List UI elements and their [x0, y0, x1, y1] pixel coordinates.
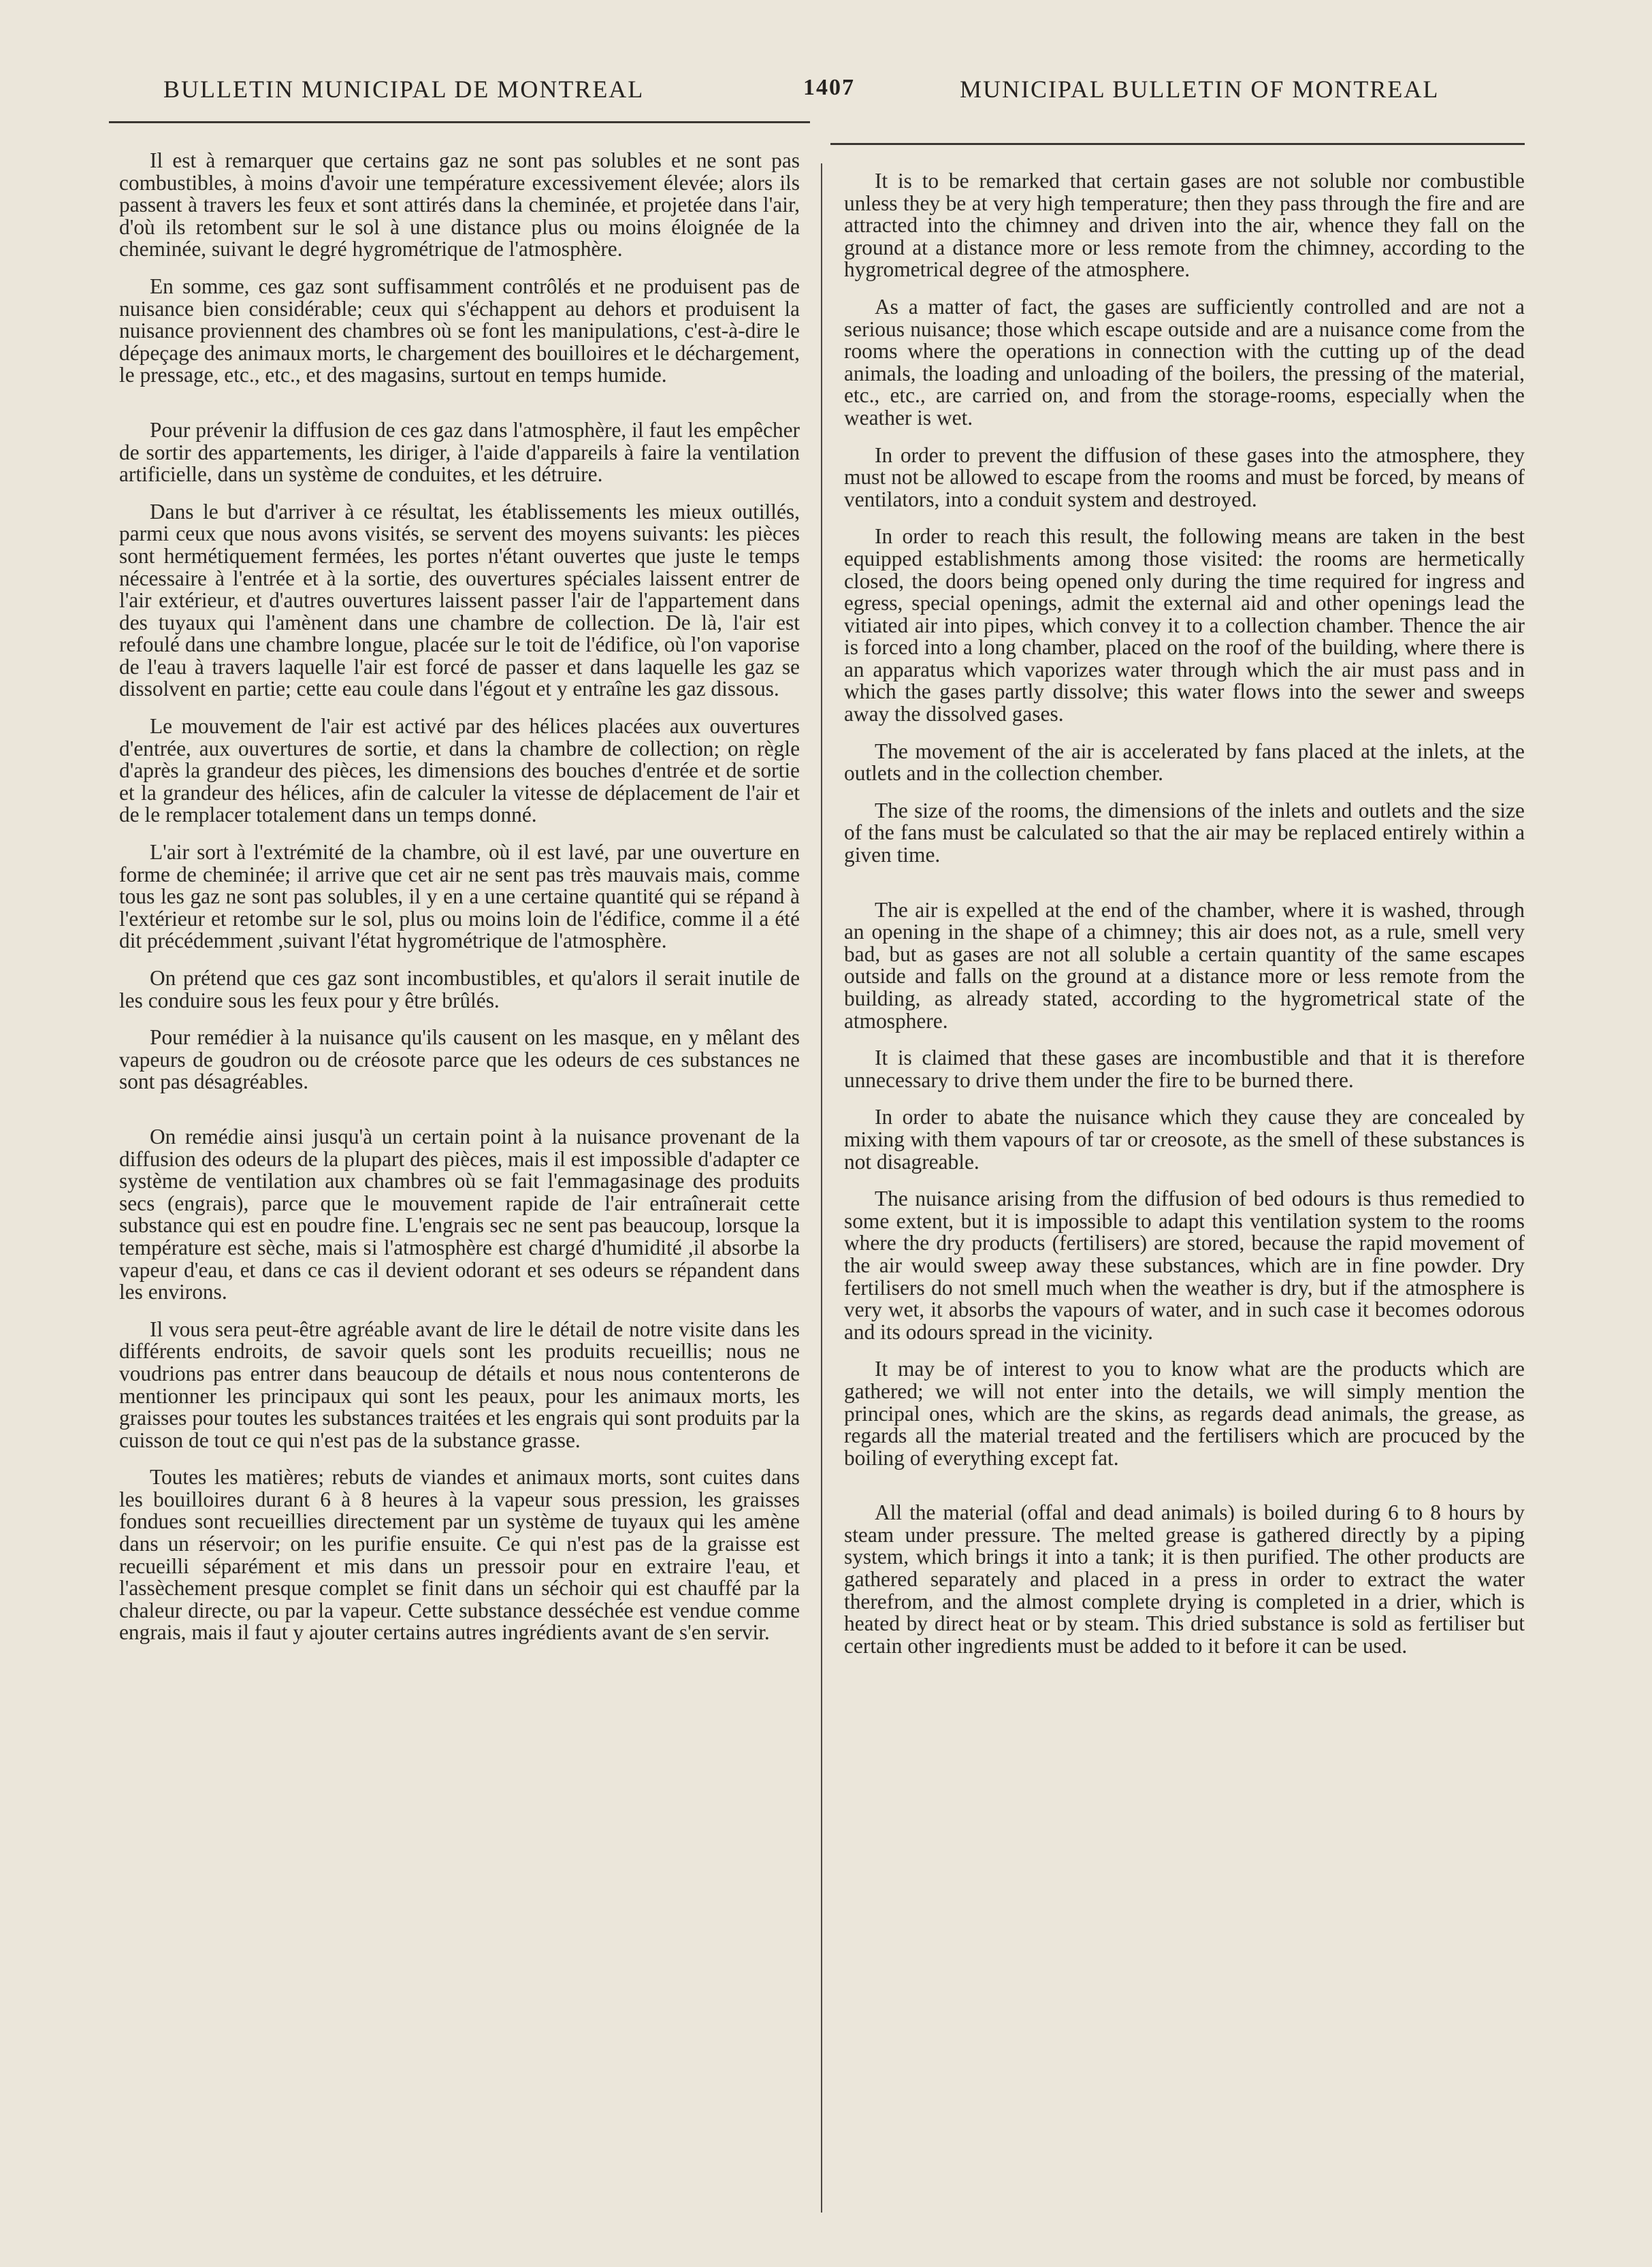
column-divider: [821, 163, 822, 2213]
french-paragraph: L'air sort à l'extrémité de la chambre, où il est lavé, par une ouverture en forme de cheminée; il arrive que cet air ne sent pas très mauvais mais, comme tous les gaz ne sont pas solubles, il y en a une certaine quantité qui se répand à l'extérieur et retombe sur le sol, plus ou moins loin de l'édifice, comme il a été dit précédemment ,suivant l'état hygrométrique de l'atmosphère.: [119, 840, 800, 953]
header-rule-left: [109, 121, 810, 123]
header-english-title: MUNICIPAL BULLETIN OF MONTREAL: [960, 76, 1440, 103]
page-number: 1407: [803, 75, 855, 100]
english-paragraph: The nuisance arising from the diffusion of bed odours is thus remedied to some extent, but it is impossible to adapt this ventilation system to the rooms where the dry products (fertilisers) are stored, because the rapid movement of the air would sweep away these substances, which are in fine powder. Dry fertilisers do not smell much when the weather is dry, but if the atmosphere is very wet, it absorbs the vapours of water, and in such case it becomes odorous and its odours spread in the vicinity.: [844, 1187, 1525, 1344]
english-paragraph: The size of the rooms, the dimensions of the inlets and outlets and the size of the fans must be calculated so that the air may be replaced entirely within a given time.: [844, 798, 1525, 867]
french-paragraph: Pour prévenir la diffusion de ces gaz dans l'atmosphère, il faut les empêcher de sortir des appartements, les diriger, à l'aide d'appareils à faire la ventilation artificielle, dans un système de conduites, et les détruire.: [119, 417, 800, 487]
french-paragraph: On remédie ainsi jusqu'à un certain point à la nuisance provenant de la diffusion des odeurs de la plupart des pièces, mais il est impossible d'adapter ce système de ventilation aux chambres où se fait l'emmagasinage des produits secs (engrais), parce que le mouvement rapide de l'air entraînerait cette substance qui est en poudre fine. L'engrais sec ne sent pas beaucoup, lorsque la température est sèche, mais si l'atmosphère est chargé d'humidité ,il absorbe la vapeur d'eau, et dans ce cas il devient odorant et ses odeurs se répandent dans les environs.: [119, 1124, 800, 1304]
english-paragraph: In order to prevent the diffusion of these gases into the atmosphere, they must not be allowed to escape from the rooms and must be forced, by means of ventilators, into a conduit system and destroyed.: [844, 443, 1525, 511]
english-paragraph: As a matter of fact, the gases are sufficiently controlled and are not a serious nuisance; those which escape outside and are a nuisance come from the rooms where the operations in connection with the cutting up of the dead animals, the loading and unloading of the boilers, the pressing of the material, etc., etc., are carried on, and from the storage-rooms, especially when the weather is wet.: [844, 294, 1525, 430]
english-paragraph: The air is expelled at the end of the chamber, where it is washed, through an opening in the shape of a chimney; this air does not, as a rule, smell very bad, but as gases are not all soluble a certain quantity of the same escapes outside and falls on the ground at a distance more or less remote from the building, as already stated, according to the hygrometrical state of the atmosphere.: [844, 897, 1525, 1033]
english-paragraph: It may be of interest to you to know what are the products which are gathered; we will not enter into the details, we will simply mention the principal ones, which are the skins, as regards dead animals, the grease, as regards all the material treated and the fertilisers which are procuced by the boiling of everything except fat.: [844, 1357, 1525, 1470]
english-paragraph: It is claimed that these gases are incombustible and that it is therefore unnecessary to drive them under the fire to be burned there.: [844, 1046, 1525, 1092]
french-paragraph: Le mouvement de l'air est activé par des hélices placées aux ouvertures d'entrée, aux ouvertures de sortie, et dans la chambre de collection; on règle d'après la grandeur des pièces, les dimensions des bouches d'entrée et de sortie et la grandeur des hélices, afin de calculer la vitesse de déplacement de l'air et de le remplacer totalement dans un temps donné.: [119, 714, 800, 827]
english-paragraph: In order to reach this result, the following means are taken in the best equipped establishments among those visited: the rooms are hermetically closed, the doors being opened only during the time required for ingress and egress, special openings, admit the external aid and other openings lead the vitiated air into pipes, which convey it to a collection chamber. Thence the air is forced into a long chamber, placed on the roof of the building, where there is an apparatus which vaporizes water through which the air must pass and in which the gases partly dissolve; this water flows into the sewer and sweeps away the dissolved gases.: [844, 524, 1525, 726]
french-paragraph: Il est à remarquer que certains gaz ne sont pas solubles et ne sont pas combustibles, à moins d'avoir une température excessivement élevée; alors ils passent à travers les feux et sont attirés dans la cheminée, et projetée dans l'air, d'où ils retombent sur le sol à une distance plus ou moins éloignée de la cheminée, suivant le degré hygrométrique de l'atmosphère.: [119, 148, 800, 261]
english-column: [844, 170, 1525, 1672]
french-paragraph: Il vous sera peut-être agréable avant de lire le détail de notre visite dans les différents endroits, de savoir quels sont les produits recueillis; nous ne voudrions pas entrer dans beaucoup de détails et nous nous contenterons de mentionner les principaux qui sont les peaux, pour les animaux morts, les graisses pour toutes les substances traitées et les engrais qui sont produits par la cuisson de tout ce qui n'est pas de la substance grasse.: [119, 1317, 800, 1452]
english-paragraph: It is to be remarked that certain gases are not soluble nor combustible unless they be at very high temperature; then they pass through the fire and are attracted into the chimney and driven into the air, whence they fall on the ground at a distance more or less remote from the chimney, according to the hygrometrical degree of the atmosphere.: [844, 169, 1525, 282]
french-paragraph: Dans le but d'arriver à ce résultat, les établissements les mieux outillés, parmi ceux que nous avons visités, se servent des moyens suivants: les pièces sont hermétiquement fermées, les portes n'étant ouvertes que juste le temps nécessaire à l'entrée et à la sortie, des ouvertures spéciales laissent entrer de l'air extérieur, et d'autres ouvertures laissent passer l'air de l'appartement dans des tuyaux qui l'amènent dans une chambre de collection. De là, l'air est refoulé dans une chambre longue, placée sur le toit de l'édifice, où l'on vaporise de l'eau à travers laquelle l'air est forcé de passer et dans laquelle les gaz se dissolvent en partie; cette eau coule dans l'égout et y entraîne les gaz dissous.: [119, 499, 800, 701]
header-french-title: BULLETIN MUNICIPAL DE MONTREAL: [163, 76, 645, 103]
french-paragraph: En somme, ces gaz sont suffisamment contrôlés et ne produisent pas de nuisance bien considérable; ceux qui s'échappent au dehors et produisent la nuisance proviennent des chambres où se font les manipulations, c'est-à-dire le dépeçage des animaux morts, le chargement des bouilloires et le déchargement, le pressage, etc., etc., et des magasins, surtout en temps humide.: [119, 274, 800, 387]
english-paragraph: The movement of the air is accelerated by fans placed at the inlets, at the outlets and in the collection chember.: [844, 739, 1525, 786]
french-paragraph: On prétend que ces gaz sont incombustibles, et qu'alors il serait inutile de les conduire sous les feux pour y être brûlés.: [119, 966, 800, 1012]
header-rule-right: [830, 143, 1525, 145]
french-paragraph: Toutes les matières; rebuts de viandes et animaux morts, sont cuites dans les bouilloires durant 6 à 8 heures à la vapeur sous pression, les graisses fondues sont recueillies directement par un système de tuyaux qui les amène dans un réservoir; on les purifie ensuite. Ce qui n'est pas de la graisse est recueilli séparément et mis dans un pressoir pour en extraire l'eau, et l'assèchement presque complet se finit dans un séchoir qui est chauffé par la chaleur directe, ou par la vapeur. Cette substance desséchée est vendue comme engrais, mais il faut y ajouter certains autres ingrédients avant de s'en servir.: [119, 1465, 800, 1645]
english-paragraph: In order to abate the nuisance which they cause they are concealed by mixing with them vapours of tar or creosote, as the smell of these substances is not disagreable.: [844, 1105, 1525, 1174]
french-column: [119, 150, 800, 1659]
english-paragraph: All the material (offal and dead animals) is boiled during 6 to 8 hours by steam under pressure. The melted grease is gathered directly by a piping system, which brings it into a tank; it is then purified. The other products are gathered separately and placed in a press in order to extract the water therefrom, and the almost complete drying is completed in a drier, which is heated by direct heat or by steam. This dried substance is sold as fertiliser but certain other ingredients must be added to it before it can be used.: [844, 1500, 1525, 1658]
french-paragraph: Pour remédier à la nuisance qu'ils causent on les masque, en y mêlant des vapeurs de goudron ou de créosote parce que les odeurs de ces substances ne sont pas désagréables.: [119, 1025, 800, 1094]
